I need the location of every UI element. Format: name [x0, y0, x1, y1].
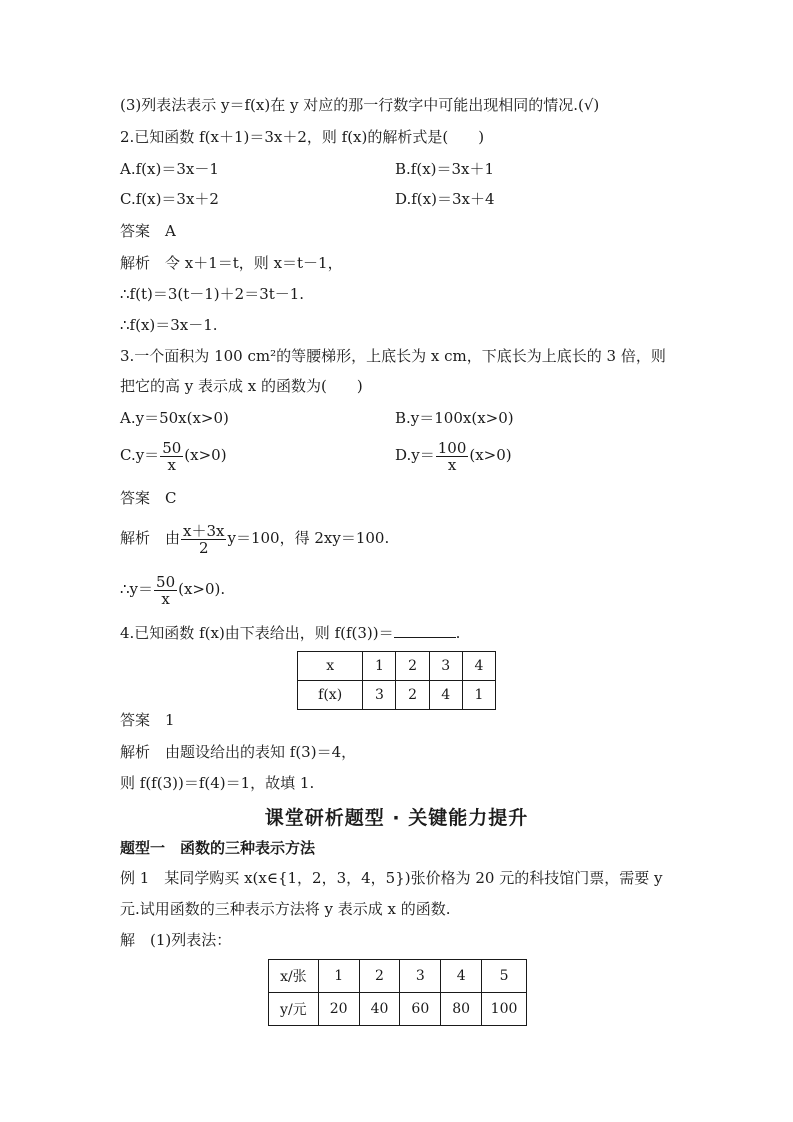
q2-solution-line-2: ∴f(t)＝3(t－1)＋2＝3t－1. [120, 285, 305, 303]
option-c-suffix: (x>0) [184, 446, 227, 464]
question-3-line-1: 3.一个面积为 100 cm²的等腰梯形，上底长为 x cm，下底长为上底长的 3 倍，则 [120, 347, 666, 365]
q4-answer: 答案 1 [120, 711, 175, 729]
table-cell: 40 [359, 993, 400, 1026]
answer-blank [394, 622, 456, 638]
topic-title: 题型一 函数的三种表示方法 [120, 839, 316, 857]
table-cell: x [298, 652, 363, 681]
q2-solution-line-3: ∴f(x)＝3x－1. [120, 316, 218, 334]
table-cell: 5 [482, 960, 527, 993]
fraction-denominator: x [447, 455, 457, 474]
fraction-numerator: 100 [437, 438, 467, 457]
q3-answer: 答案 C [120, 489, 177, 507]
table-cell: 60 [400, 993, 441, 1026]
function-value-table [297, 651, 496, 710]
table-cell: 4 [429, 681, 462, 710]
table-cell: 2 [359, 960, 400, 993]
q4-solution-line-1: 解析 由题设给出的表知 f(3)＝4， [120, 743, 357, 761]
question-2: 2.已知函数 f(x＋1)＝3x＋2，则 f(x)的解析式是( ) [120, 128, 485, 146]
table-cell: 4 [462, 652, 495, 681]
table-row [298, 681, 496, 710]
table-cell: f(x) [298, 681, 363, 710]
table-cell: 1 [363, 652, 396, 681]
statement-3: (3)列表法表示 y＝f(x)在 y 对应的那一行数字中可能出现相同的情况.(√) [120, 96, 600, 114]
q3-solution-line-1 [120, 520, 389, 556]
q2-option-d: D.f(x)＝3x＋4 [395, 190, 495, 208]
q2-answer: 答案 A [120, 222, 176, 240]
table-cell: 100 [482, 993, 527, 1026]
table-cell: 80 [441, 993, 482, 1026]
q4-solution-line-2: 则 f(f(3))＝f(4)＝1，故填 1. [120, 774, 315, 792]
fraction-numerator: x＋3x [183, 521, 225, 540]
table-cell: 1 [318, 960, 359, 993]
option-c-prefix: C.y＝ [120, 446, 160, 464]
table-row [269, 960, 527, 993]
solution-suffix: y＝100，得 2xy＝100. [227, 529, 390, 547]
result-suffix: (x>0). [178, 580, 226, 598]
table-cell: 2 [396, 681, 429, 710]
table-cell: 4 [441, 960, 482, 993]
q3-option-a: A.y＝50x(x>0) [120, 409, 229, 427]
option-d-suffix: (x>0) [469, 446, 512, 464]
question-3-line-2: 把它的高 y 表示成 x 的函数为( ) [120, 377, 363, 395]
q3-solution-line-2 [120, 571, 225, 607]
question-4-end: . [455, 624, 461, 642]
q3-option-b: B.y＝100x(x>0) [395, 409, 514, 427]
option-d-prefix: D.y＝ [395, 446, 435, 464]
q2-option-b: B.f(x)＝3x＋1 [395, 160, 495, 178]
table-cell: 3 [429, 652, 462, 681]
q2-option-c: C.f(x)＝3x＋2 [120, 190, 219, 208]
example-1-line-1: 例 1 某同学购买 x(x∈{1，2，3，4，5})张价格为 20 元的科技馆门票，需要 y [120, 869, 663, 887]
example-1-line-2: 元.试用函数的三种表示方法将 y 表示成 x 的函数. [120, 900, 451, 918]
solution-fraction [181, 523, 226, 556]
q3-option-c [120, 437, 227, 473]
table-cell: 20 [318, 993, 359, 1026]
q2-solution-line-1: 解析 令 x＋1＝t，则 x＝t－1， [120, 254, 343, 272]
fraction-denominator: x [167, 455, 176, 474]
table-row [298, 652, 496, 681]
fraction-denominator: x [161, 589, 170, 608]
table-cell: 3 [400, 960, 441, 993]
table-cell: y/元 [269, 993, 319, 1026]
solution-prefix: 解析 由 [120, 529, 181, 547]
q3-option-d [395, 437, 512, 473]
section-heading: 课堂研析题型 · 关键能力提升 [264, 807, 529, 829]
result-fraction [154, 574, 177, 607]
fraction-numerator: 50 [156, 572, 176, 591]
table-cell: x/张 [269, 960, 319, 993]
table-cell: 3 [363, 681, 396, 710]
fraction-numerator: 50 [162, 438, 182, 457]
question-4-text: 4.已知函数 f(x)由下表给出，则 f(f(3))＝ [120, 624, 394, 642]
ticket-price-table [268, 959, 527, 1026]
table-cell: 1 [462, 681, 495, 710]
question-4 [120, 622, 460, 643]
table-cell: 2 [396, 652, 429, 681]
fraction-denominator: 2 [198, 538, 209, 557]
solution-list-method: 解 (1)列表法： [120, 931, 232, 949]
option-d-fraction [436, 440, 469, 473]
result-prefix: ∴y＝ [120, 580, 154, 598]
table-row [269, 993, 527, 1026]
q2-option-a: A.f(x)＝3x－1 [120, 160, 219, 178]
option-c-fraction [160, 440, 183, 473]
